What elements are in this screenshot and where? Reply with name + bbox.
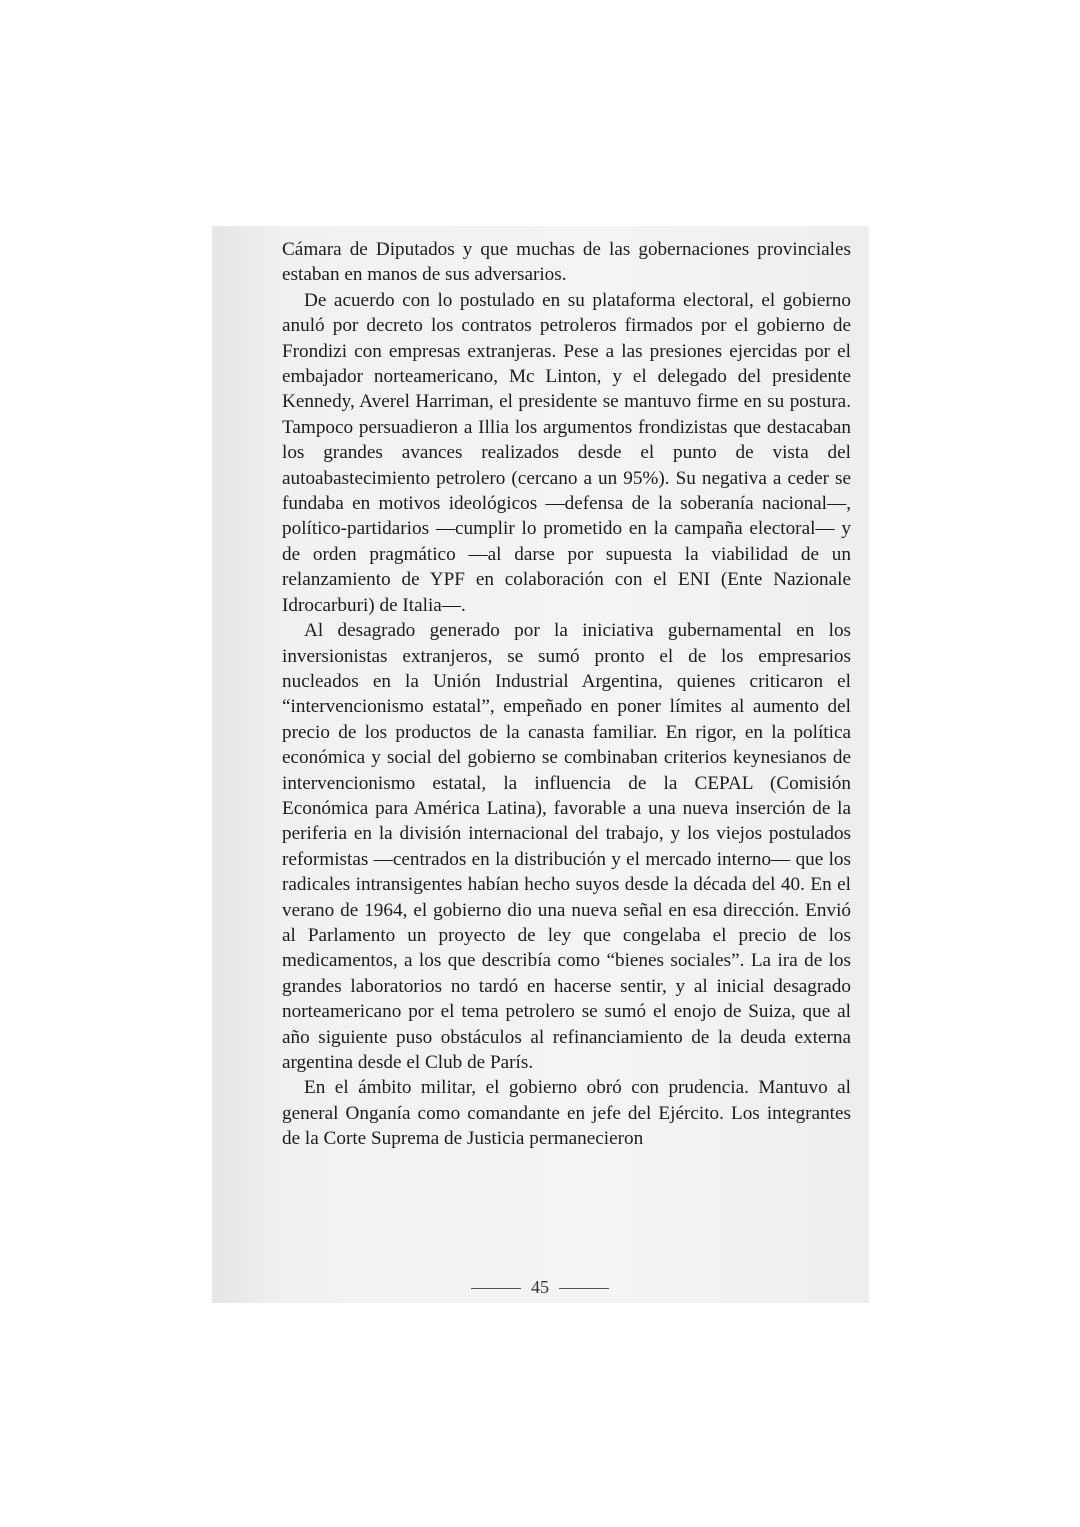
body-text: [282, 237, 851, 1152]
paragraph-continuation: Cámara de Diputados y que muchas de las gobernaciones provinciales estaban en manos de sus adversarios.: [282, 239, 851, 286]
paragraph: En el ámbito militar, el gobierno obró con prudencia. Mantuvo al general Onganía como comandante en jefe del Ejército. Los integrantes de la Corte Suprema de Justicia permanecieron: [282, 1077, 851, 1150]
footer-rule-right: [559, 1288, 609, 1289]
page-footer: [0, 1276, 1080, 1298]
page-number: 45: [531, 1277, 549, 1297]
paragraph: Al desagrado generado por la iniciativa gubernamental en los inversionistas extranjeros, se sumó pronto el de los empresarios nucleados en la Unión Industrial Argentina, quienes criticaron el “intervencionismo estatal”, empeñado en poner límites al aumento del precio de los productos de la canasta familiar. En rigor, en la política económica y social del gobierno se combinaban criterios keynesianos de intervencionismo estatal, la influencia de la CEPAL (Comisión Económica para América Latina), favorable a una nueva inserción de la periferia en la división internacional del trabajo, y los viejos postulados reformistas —centrados en la distribución y el mercado interno— que los radicales intransigentes habían hecho suyos desde la década del 40. En el verano de 1964, el gobierno dio una nueva señal en esa dirección. Envió al Parlamento un proyecto de ley que congelaba el precio de los medicamentos, a los que describía como “bienes sociales”. La ira de los grandes laboratorios no tardó en hacerse sentir, y al inicial desagrado norteamericano por el tema petrolero se sumó el enojo de Suiza, que al año siguiente puso obstáculos al refinanciamiento de la deuda externa argentina desde el Club de París.: [282, 620, 851, 1073]
footer-rule-left: [471, 1288, 521, 1289]
paragraph: De acuerdo con lo postulado en su plataforma electoral, el gobierno anuló por decreto los contratos petroleros firmados por el gobierno de Frondizi con empresas extranjeras. Pese a las presiones ejercidas por el embajador norteamericano, Mc Linton, y el delegado del presidente Kennedy, Averel Harriman, el presidente se mantuvo firme en su postura. Tampoco persuadieron a Illia los argumentos frondizistas que destacaban los grandes avances realizados desde el punto de vista del autoabastecimiento petrolero (cercano a un 95%). Su negativa a ceder se fundaba en motivos ideológicos —defensa de la soberanía nacional—, político-partidarios —cumplir lo prometido en la campaña electoral— y de orden pragmático —al darse por supuesta la viabilidad de un relanzamiento de YPF en colaboración con el ENI (Ente Nazionale Idrocarburi) de Italia—.: [282, 289, 851, 616]
